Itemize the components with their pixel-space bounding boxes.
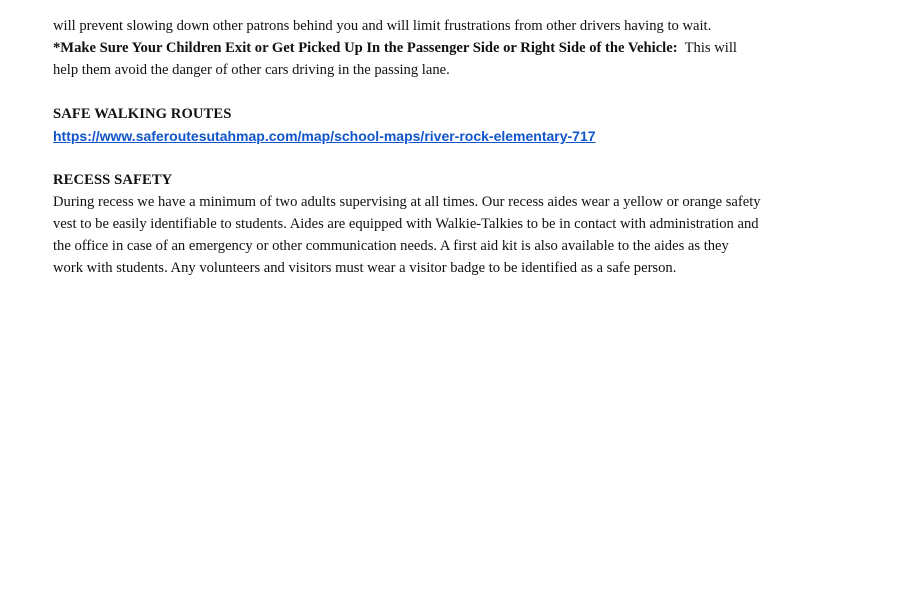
walking-routes-link[interactable]: https://www.saferoutesutahmap.com/map/school-maps/river-rock-elementary-717: [53, 128, 596, 144]
recess-paragraph-line: During recess we have a minimum of two adults supervising at all times. Our recess aides wear a yellow or orange safety: [53, 194, 761, 210]
pickup-continuation-line: [53, 15, 853, 37]
pickup-continuation-text: will prevent slowing down other patrons behind you and will limit frustrations from other drivers having to wait.: [53, 18, 712, 34]
spacer: [53, 81, 853, 103]
exit-rule-line: [53, 37, 853, 59]
exit-rule-text: This will: [677, 40, 737, 56]
spacer: [53, 147, 853, 169]
walking-routes-heading: SAFE WALKING ROUTES: [53, 106, 232, 122]
exit-rule-bold: *Make Sure Your Children Exit or Get Picked Up In the Passenger Side or Right Side of the Vehicle:: [53, 40, 678, 56]
cut-off-line: [53, 0, 853, 15]
recess-paragraph-line: the office in case of an emergency or other communication needs. A first aid kit is also available to the aides as they: [53, 238, 729, 254]
recess-safety-heading: RECESS SAFETY: [53, 172, 173, 188]
recess-paragraph-line: work with students. Any volunteers and visitors must wear a visitor badge to be identified as a safe person.: [53, 260, 677, 276]
recess-paragraph-line: vest to be easily identifiable to students. Aides are equipped with Walkie-Talkies to be in contact with administration and: [53, 216, 759, 232]
walking-routes-link-line: [53, 125, 853, 147]
exit-rule-text-2: help them avoid the danger of other cars driving in the passing lane.: [53, 62, 450, 78]
document-page: [53, 0, 853, 279]
exit-rule-line-2: [53, 59, 853, 81]
